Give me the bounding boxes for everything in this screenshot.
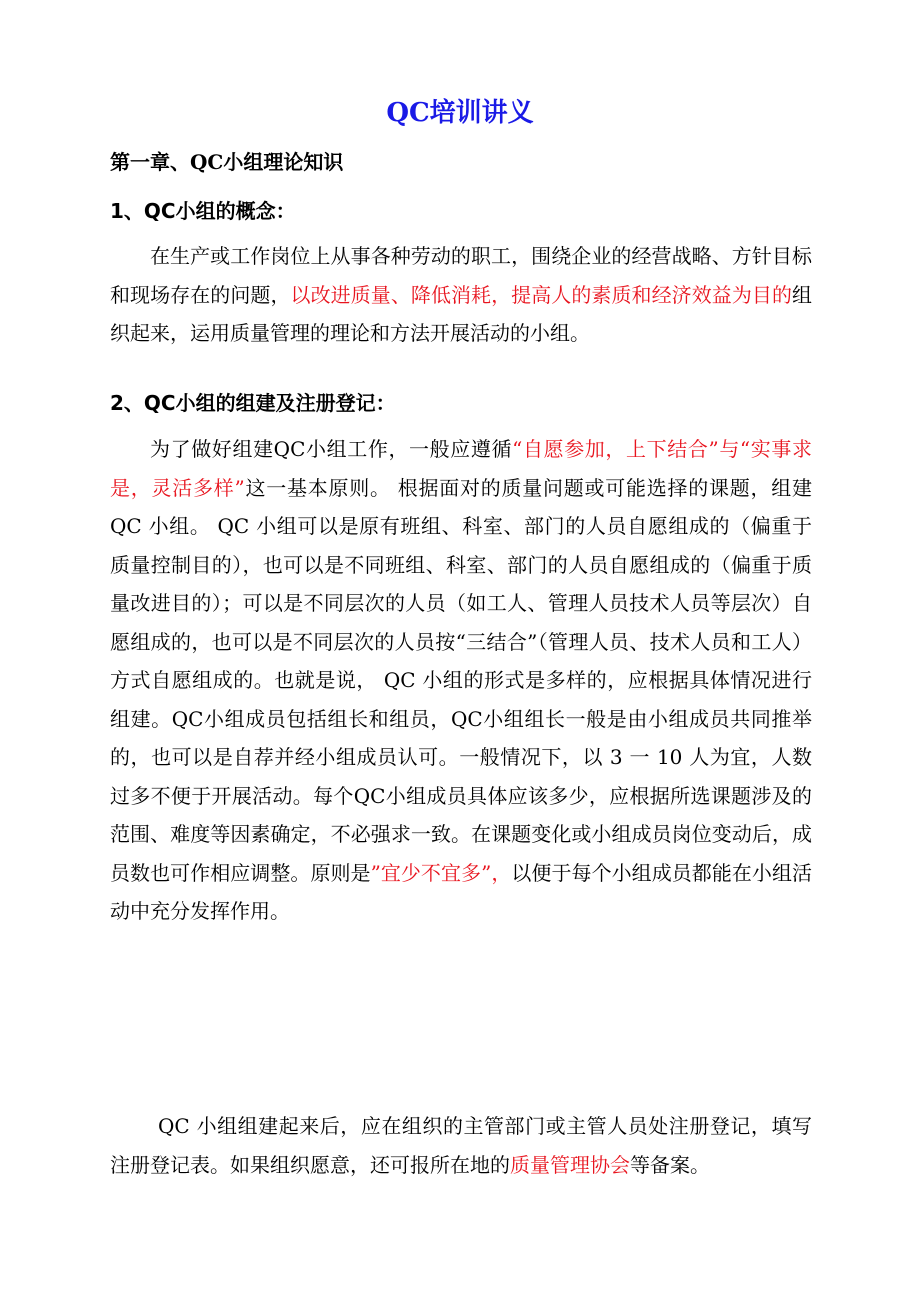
highlighted-text: 以改进质量、降低消耗，提高人的素质和经济效益为目的 <box>290 282 793 307</box>
section-2-heading: 2、QC小组的组建及注册登记： <box>110 391 396 415</box>
paragraph-text: 等备案。 <box>630 1152 710 1177</box>
document-title: QC培训讲义 <box>386 98 534 128</box>
highlighted-text: 质量管理协会 <box>510 1152 630 1177</box>
paragraph-text: 为了做好组建QC小组工作，一般应遵循 <box>150 437 513 461</box>
chapter-heading: 第一章、QC小组理论知识 <box>110 150 344 174</box>
paragraph-text: 这一基本原则。 根据面对的质量问题或可能选择的课题，组建 QC 小组。 QC 小组可以是原有班组、科室、部门的人员自愿组成的（偏重于质量控制目的），也可以是不同班组、科室、部门的人员自愿组成的（偏重于质量改进目的）；可以是不同层次的人员（如工人、管理人员技术人员等层次）自愿组成的，也可以是不同层次的人员按“三结合”（管理人员、技术人员和工人）方式自愿组成的。也就是说， QC 小组的形式是多样的，应根据具体情况进行组建。QC小组成员包括组长和组员，QC小组组长一般是由小组成员共同推举的，也可以是自荐并经小组成员认可。一般情况下，以 3 一 10 人为宜，人数过多不便于开展活动。每个QC小组成员具体应该多少，应根据所选课题涉及的范围、难度等因素确定，不必强求一致。在课题变化或小组成员岗位变动后，成员数也可作相应调整。原则是 <box>110 475 812 885</box>
section-1-paragraph <box>110 237 812 353</box>
highlighted-text: ”宜少不宜多”， <box>370 860 512 885</box>
highlighted-text: “自愿参加，上下结合”与“实事求是，灵活多样” <box>110 437 812 500</box>
section-2-paragraph <box>110 430 812 931</box>
section-2-paragraph-registration <box>110 1107 812 1184</box>
paragraph-text: 在生产或工作岗位上从事各种劳动的职工，围绕企业的经营战略、方针目标和现场存在的问题， <box>110 244 812 307</box>
paragraph-text: 以便于每个小组成员都能在小组活动中充分发挥作用。 <box>110 860 813 923</box>
paragraph-text: QC 小组组建起来后，应在组织的主管部门或主管人员处注册登记，填写注册登记表。如果组织愿意，还可报所在地的 <box>110 1114 812 1177</box>
section-1-heading: 1、QC小组的概念： <box>110 199 296 223</box>
paragraph-text: 组织起来，运用质量管理的理论和方法开展活动的小组。 <box>110 282 813 345</box>
